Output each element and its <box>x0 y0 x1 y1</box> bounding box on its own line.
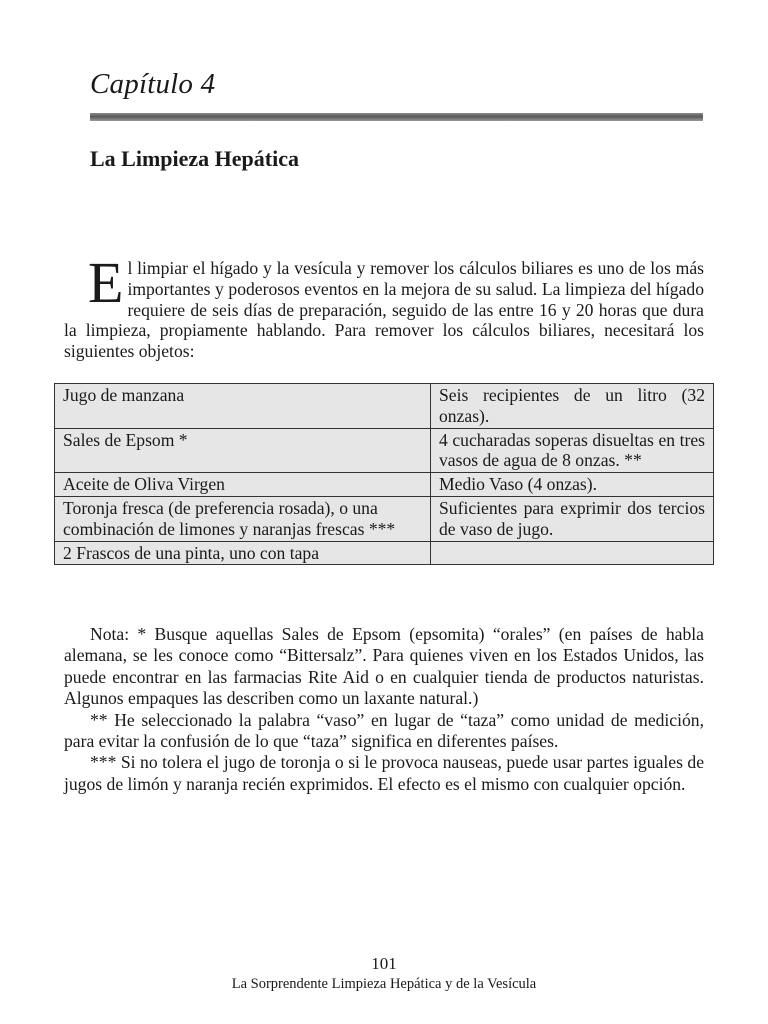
table-row <box>55 541 714 565</box>
table-row <box>55 384 714 429</box>
table-row <box>55 473 714 497</box>
running-footer: La Sorprendente Limpieza Hepática y de la Vesícula <box>231 976 537 992</box>
note-paragraph: *** Si no tolera el jugo de toronja o si le provoca nauseas, puede usar partes iguales de jugos de limón y naranja recién exprimidos. El efecto es el mismo con cualquier opción. <box>64 752 704 794</box>
table-cell-item: Sales de Epsom * <box>55 428 431 473</box>
table-cell-detail: Seis recipientes de un litro (32 onzas). <box>431 384 714 429</box>
table-cell-item: Toronja fresca (de preferencia rosada), o una combinación de limones y naranjas frescas *** <box>55 496 431 541</box>
note-paragraph: Nota: * Busque aquellas Sales de Epsom (epsomita) “orales” (en países de habla alemana, se les conoce como “Bittersalz”. Para quienes viven en los Estados Unidos, las puede encontrar en las farmacias Rite Aid o en cualquier tienda de productos naturistas. Algunos empaques las describen como un laxante natural.) <box>64 624 704 709</box>
table-cell-detail <box>431 541 714 565</box>
table-cell-detail: Suficientes para exprimir dos tercios de vaso de jugo. <box>431 496 714 541</box>
table-row <box>55 496 714 541</box>
intro-paragraph <box>64 250 704 362</box>
table-cell-detail: Medio Vaso (4 onzas). <box>431 473 714 497</box>
intro-text: l limpiar el hígado y la vesícula y remover los cálculos biliares es uno de los más importantes y poderosos eventos en la mejora de su salud. La limpieza del hígado requiere de seis días de preparación, seguido de las entre 16 y 20 horas que dura la limpieza, propiamente hablando. Para remover los cálculos biliares, necesitará los siguientes objetos: <box>64 258 704 362</box>
drop-cap: E <box>88 250 124 315</box>
section-title: La Limpieza Hepática <box>90 146 299 171</box>
table-cell-item: Jugo de manzana <box>55 384 431 429</box>
notes-section <box>64 624 704 795</box>
note-paragraph: ** He seleccionado la palabra “vaso” en lugar de “taza” como unidad de medición, para evitar la confusión de lo que “taza” significa en diferentes países. <box>64 709 704 752</box>
chapter-heading: Capítulo 4 <box>90 68 216 100</box>
supplies-table <box>54 383 714 565</box>
table-cell-item: 2 Frascos de una pinta, uno con tapa <box>55 541 431 565</box>
page-number: 101 <box>371 954 397 973</box>
table-cell-item: Aceite de Oliva Virgen <box>55 473 431 497</box>
table-cell-detail: 4 cucharadas soperas disueltas en tres vasos de agua de 8 onzas. ** <box>431 428 714 473</box>
table-row <box>55 428 714 473</box>
chapter-divider <box>90 113 703 121</box>
